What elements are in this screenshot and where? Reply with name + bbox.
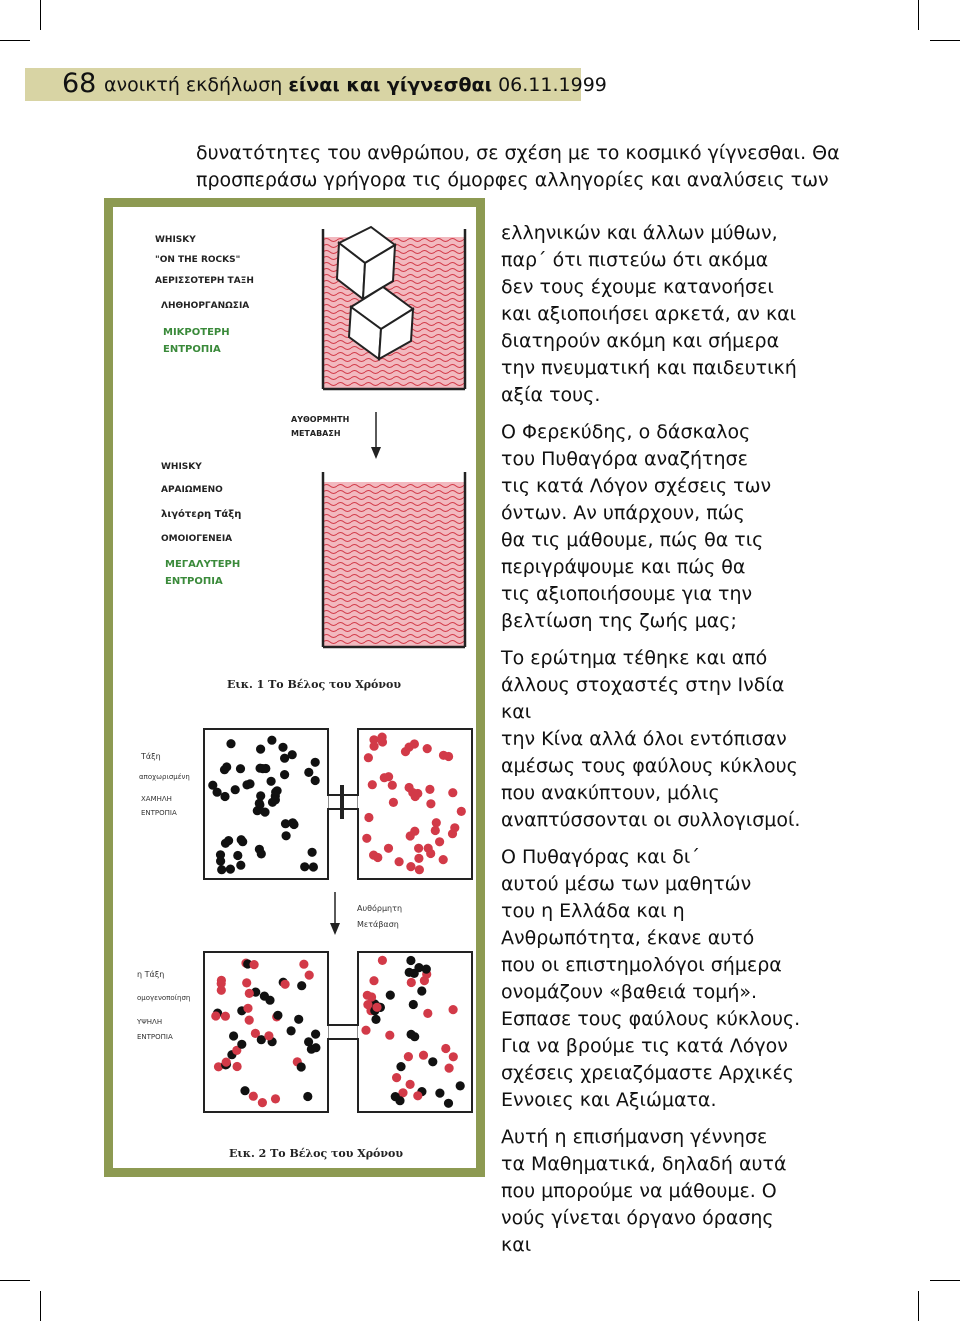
hand-label: "ON THE ROCKS" xyxy=(155,255,241,265)
particle-dot xyxy=(445,1064,454,1073)
particle-dot xyxy=(311,1030,320,1039)
figure-panel xyxy=(113,207,476,1168)
hand-label: ΑΡΑΙΩΜΕΝΟ xyxy=(161,485,223,495)
particle-dot xyxy=(265,996,274,1005)
particle-dot xyxy=(282,831,291,840)
particle-dot xyxy=(221,1012,230,1021)
particle-dot xyxy=(309,862,318,871)
particle-dot xyxy=(395,857,404,866)
particle-dot xyxy=(448,788,457,797)
hand-label: WHISKY xyxy=(161,462,202,472)
particle-dot xyxy=(414,854,423,863)
hand-label: WHISKY xyxy=(155,235,196,245)
particle-dot xyxy=(373,853,382,862)
particle-dot xyxy=(417,986,426,995)
particle-dot xyxy=(256,791,265,800)
hand-label-green: ΕΝΤΡΟΠΙΑ xyxy=(163,344,221,355)
particle-dot xyxy=(456,1081,465,1090)
particle-dot xyxy=(392,1073,401,1082)
paragraph: Ο Φερεκύδης, ο δάσκαλος του Πυθαγόρα αναζήτησε τις κατά Λόγον σχέσεις των όντων. Αν υπάρχουν, πώς θα τις μάθουμε, πώς θα τις περιγράψουμε και πώς θα τις αξιοποιήσουμε για την βελτίωση της ζωής μας; xyxy=(501,421,772,632)
crop-mark xyxy=(40,0,41,30)
particle-dot xyxy=(407,1030,416,1039)
particle-dot xyxy=(384,844,393,853)
particle-dot xyxy=(369,976,378,985)
particle-dot xyxy=(257,849,266,858)
particle-dot xyxy=(258,1098,267,1107)
particle-dot xyxy=(236,764,245,773)
particle-dot xyxy=(258,764,267,773)
particle-dot xyxy=(404,1052,413,1061)
paragraph: ελληνικών και άλλων μύθων, παρ΄ ότι πιστεύω ότι ακόμα δεν τους έχουμε κατανοήσει και αξιοποιήσει αρκετά, αν και διατηρούν ακόμη και σήμερα την πνευματική και παιδευτική αξία τους. xyxy=(501,222,797,406)
hand-label: ΑΥΘΟΡΜΗΤΗ xyxy=(291,415,350,424)
particle-dot xyxy=(237,835,246,844)
particle-dot xyxy=(280,770,289,779)
crop-mark xyxy=(0,40,30,41)
particle-dot xyxy=(217,976,226,985)
body-column xyxy=(501,220,801,1259)
particle-dot xyxy=(406,956,415,965)
particle-dot xyxy=(236,861,245,870)
particle-dot xyxy=(386,991,395,1000)
crop-mark xyxy=(40,1291,41,1321)
particle-dot xyxy=(378,956,387,965)
particle-dot xyxy=(304,768,313,777)
particle-dot xyxy=(271,795,280,804)
hand-label: η Τάξη xyxy=(137,970,165,979)
particle-dot xyxy=(425,785,434,794)
particle-dot xyxy=(267,777,276,786)
hand-label: Τάξη xyxy=(141,752,161,761)
particle-dot xyxy=(233,851,242,860)
particle-dot xyxy=(423,744,432,753)
particle-dot xyxy=(256,745,265,754)
hand-label: ΕΝΤΡΟΠΙΑ xyxy=(137,1033,173,1041)
particle-dot xyxy=(220,792,229,801)
particle-dot xyxy=(249,1092,258,1101)
crop-mark xyxy=(918,0,919,30)
particle-dot xyxy=(211,1011,220,1020)
hand-label-green: ΕΝΤΡΟΠΙΑ xyxy=(165,576,223,587)
particle-dot xyxy=(448,829,457,838)
particle-dot xyxy=(406,862,415,871)
particle-dot xyxy=(380,773,389,782)
figure-caption: Εικ. 1 Το Βέλος του Χρόνου xyxy=(227,678,401,691)
particle-dot xyxy=(217,865,226,874)
particle-dot xyxy=(371,1015,380,1024)
hand-label: ΛΗΘΗΟΡΓΑΝΩΣΙΑ xyxy=(161,301,250,311)
hand-label: αποχωρισμένη xyxy=(139,773,190,781)
hand-label: ΕΝΤΡΟΠΙΑ xyxy=(141,809,177,817)
particle-dot xyxy=(222,1058,231,1067)
particle-dot xyxy=(271,1094,280,1103)
particle-dot xyxy=(240,1086,249,1095)
particle-dot xyxy=(281,980,290,989)
particle-dot xyxy=(378,733,387,742)
particle-dot xyxy=(435,1089,444,1098)
header-title-plain: ανοικτή εκδήλωση xyxy=(104,74,283,96)
particle-dot xyxy=(226,739,235,748)
particle-dot xyxy=(311,758,320,767)
particle-dot xyxy=(294,1015,303,1024)
down-arrow-icon xyxy=(371,412,381,459)
particle-dot xyxy=(237,1040,246,1049)
particle-dot xyxy=(406,1080,415,1089)
particle-dot xyxy=(396,1062,405,1071)
particle-dot xyxy=(441,1044,450,1053)
particle-dot xyxy=(410,969,419,978)
particle-dot xyxy=(423,1009,432,1018)
particle-dot xyxy=(368,780,377,789)
running-header xyxy=(104,72,607,98)
particle-dot xyxy=(303,1092,312,1101)
crop-mark xyxy=(0,1280,30,1281)
particle-dot xyxy=(311,1043,320,1052)
particle-dot xyxy=(288,818,297,827)
body-line: δυνατότητες του ανθρώπου, σε σχέση με το κοσμικό γίγνεσθαι. Θα xyxy=(196,142,840,164)
particle-dot xyxy=(439,855,448,864)
particle-dot xyxy=(273,1011,282,1020)
paragraph: Ο Πυθαγόρας και δι΄ αυτού μέσω των μαθητών του η Ελλάδα και η Ανθρωπότητα, έκανε αυτό που οι επιστημολόγοι σήμερα ονομάζουν «βαθειά τομή». Εσπασε τους φαύλους κύκλους. Για να βρούμε τις κατά Λόγον σχέσεις χρειαζόμαστε Αρχικές Εννοιες και Αξιώματα. xyxy=(501,846,801,1111)
particle-dot xyxy=(422,965,431,974)
header-title-bold: είναι και γίγνεσθαι xyxy=(288,74,493,96)
hand-label: ΑΕΡΙΣΣΟΤΕΡΗ ΤΑΞΗ xyxy=(155,276,254,286)
hand-label: ΜΕΤΑΒΑΣΗ xyxy=(291,429,341,438)
particle-dot xyxy=(311,776,320,785)
particle-dot xyxy=(388,781,397,790)
particle-dot xyxy=(264,1031,273,1040)
header-date: 06.11.1999 xyxy=(498,74,607,96)
particle-dot xyxy=(389,798,398,807)
particle-dot xyxy=(415,865,424,874)
particle-dot xyxy=(409,1000,418,1009)
hand-label: ΧΑΜΗΛΗ xyxy=(141,795,172,803)
particle-dot xyxy=(233,1062,242,1071)
particle-dot xyxy=(420,976,429,985)
particle-dot xyxy=(428,1057,437,1066)
particle-dot xyxy=(362,834,371,843)
particle-dot xyxy=(217,986,226,995)
particle-dot xyxy=(222,762,231,771)
particle-dot xyxy=(364,753,373,762)
glass-with-ice xyxy=(323,227,465,389)
particle-dot xyxy=(405,783,414,792)
particle-dot xyxy=(413,1091,422,1100)
particle-dot xyxy=(370,742,379,751)
particle-dot xyxy=(216,857,225,866)
particle-dot xyxy=(457,807,466,816)
particle-dot xyxy=(243,1004,252,1013)
particle-dot xyxy=(245,989,254,998)
crop-mark xyxy=(930,1280,960,1281)
particle-dot xyxy=(432,818,441,827)
page-number: 68 xyxy=(62,68,97,99)
entropy-illustration xyxy=(113,207,476,1168)
hand-label-green: ΜΕΓΑΛΥΤΕΡΗ xyxy=(165,559,241,570)
hand-label: Αυθόρμητη xyxy=(357,904,403,913)
particle-dot xyxy=(242,780,251,789)
particle-dot xyxy=(299,960,308,969)
particle-dot xyxy=(449,1005,458,1014)
body-line: προσπεράσω γρήγορα τις όμορφες αλληγορίες και αναλύσεις των xyxy=(196,169,829,191)
particle-dot xyxy=(449,1052,458,1061)
hand-label: ομογενοποίηση xyxy=(137,994,191,1002)
hand-label: ΥΨΗΛΗ xyxy=(137,1018,163,1026)
particle-dot xyxy=(245,1016,254,1025)
particle-dot xyxy=(288,750,297,759)
particle-dot xyxy=(435,837,444,846)
particle-dot xyxy=(391,1092,400,1101)
particle-dot xyxy=(297,1062,306,1071)
particle-dot xyxy=(278,743,287,752)
particle-dot xyxy=(364,813,373,822)
hand-label: λιγότερη Τάξη xyxy=(161,509,242,520)
particle-dot xyxy=(414,844,423,853)
figure-caption: Εικ. 2 Το Βέλος του Χρόνου xyxy=(229,1147,403,1160)
figure-frame xyxy=(104,198,485,1177)
particle-dot xyxy=(305,971,314,980)
particle-dot xyxy=(367,992,376,1001)
particle-dot xyxy=(426,799,435,808)
particle-dot xyxy=(372,1003,381,1012)
particle-dot xyxy=(444,1099,453,1108)
particle-dot xyxy=(300,862,309,871)
particle-dot xyxy=(419,1051,428,1060)
particle-dot xyxy=(410,827,419,836)
particle-dot xyxy=(287,1026,296,1035)
particle-dot xyxy=(424,844,433,853)
particle-dot xyxy=(226,865,235,874)
crop-mark xyxy=(918,1291,919,1321)
particle-dot xyxy=(297,981,306,990)
hand-label: Μετάβαση xyxy=(357,920,399,929)
particle-dot xyxy=(385,1031,394,1040)
particle-dot xyxy=(250,960,259,969)
particle-dot xyxy=(267,736,276,745)
paragraph: Αυτή η επισήμανση γέννησε τα Μαθηματικά, δηλαδή αυτά που μπορούμε να μάθουμε. Ο νούς γίνεται όργανο όρασης και xyxy=(501,1126,787,1256)
particle-dot xyxy=(411,792,420,801)
down-arrow-icon xyxy=(330,892,340,935)
particle-dot xyxy=(407,978,416,987)
particle-dot xyxy=(231,785,240,794)
particle-dot xyxy=(405,743,414,752)
particle-dot xyxy=(439,751,448,760)
particle-dot xyxy=(229,1031,238,1040)
paragraph: Το ερώτημα τέθηκε και από άλλους στοχαστές στην Ινδία και την Κίνα αλλά όλοι εντόπισαν αμέσως τους φαύλους κύκλους που ανακύπτουν, μόλις αναπτύσσονται οι συλλογισμοί. xyxy=(501,647,801,831)
hand-label-green: ΜΙΚΡΟΤΕΡΗ xyxy=(163,327,230,338)
crop-mark xyxy=(930,40,960,41)
particle-dot xyxy=(431,826,440,835)
particle-dot xyxy=(221,839,230,848)
particle-dot xyxy=(308,848,317,857)
particle-dot xyxy=(361,1026,370,1035)
glass-diluted xyxy=(323,472,465,647)
particle-dot xyxy=(242,978,251,987)
particle-dot xyxy=(208,781,217,790)
hand-label: ΟΜΟΙΟΓΕΝΕΙΑ xyxy=(161,534,233,544)
